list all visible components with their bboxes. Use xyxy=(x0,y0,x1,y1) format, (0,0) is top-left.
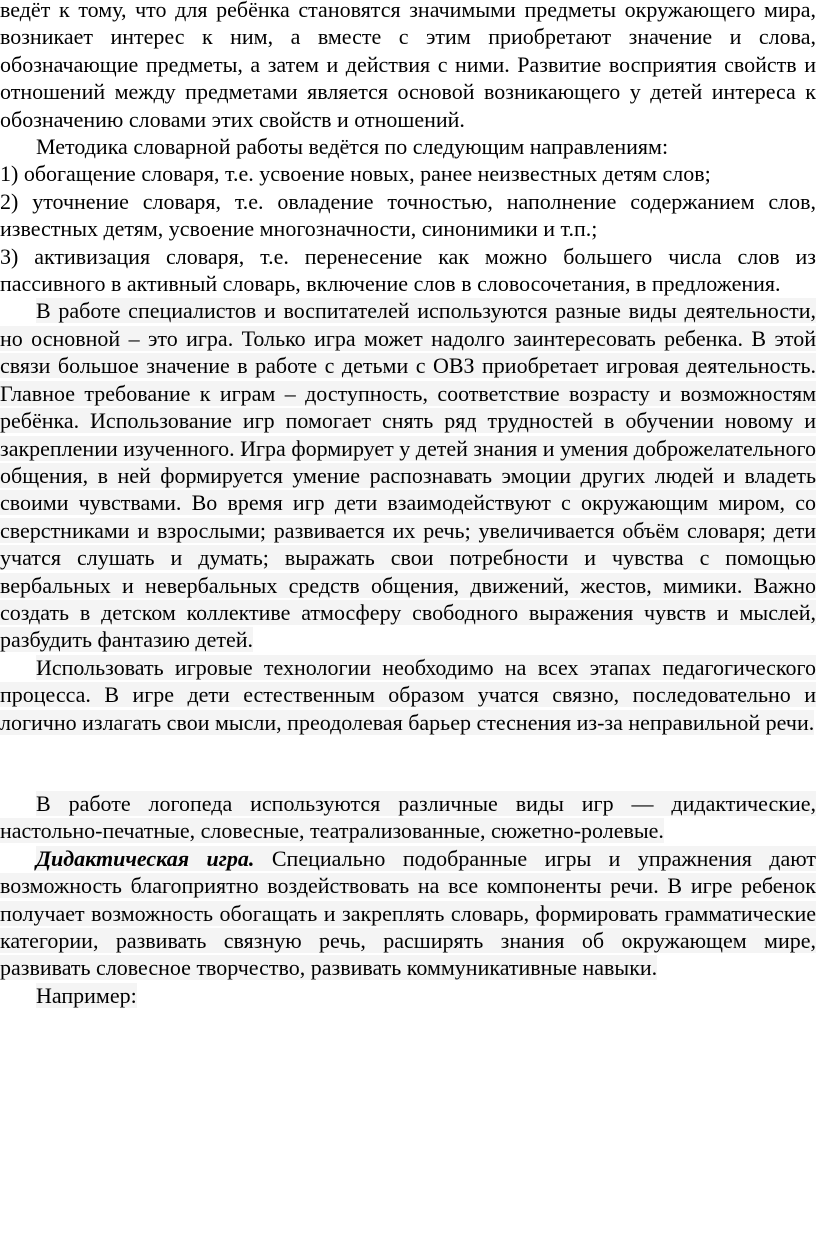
paragraph-play-activity xyxy=(0,297,816,653)
paragraph-game-technologies xyxy=(0,654,816,736)
paragraph-didactic-game xyxy=(0,845,816,982)
didactic-game-title: Дидактическая игра. xyxy=(36,845,255,871)
highlighted-text: В работе логопеда используются различные виды игр — дидактические, настольно-печатные, словесные, театрализованные, сюжетно-ролевые. xyxy=(0,790,816,844)
paragraph-intro: ведёт к тому, что для ребёнка становятся значимыми предметы окружающего мира, возникает интерес к ним, а вместе с этим приобретают значение и слова, обозначающие предметы, а затем и действия с ними. Развитие восприятия свойств и отношений между предметами является основой возникающего у детей интереса к обозначению словами этих свойств и отношений. xyxy=(0,0,816,132)
highlighted-text: Использовать игровые технологии необходимо на всех этапах педагогического процесса. В игре дети естественным образом учатся связно, последовательно и логично излагать свои мысли, преодолевая барьер стеснения из-за неправильной речи. xyxy=(0,654,816,735)
didactic-game-text: Специально подобранные игры и упражнения дают возможность благоприятно воздействовать на все компоненты речи. В игре ребенок получает возможность обогащать и закреплять словарь, формировать грамматические категории, развивать связную речь, расширять знания об окружающем мире, развивать словесное творчество, развивать коммуникативные навыки. xyxy=(0,845,816,981)
paragraph-game-types xyxy=(0,790,816,845)
highlighted-text xyxy=(0,846,816,981)
paragraph-method-heading: Методика словарной работы ведётся по следующим направлениям: xyxy=(36,134,669,160)
list-item-activation: 3) активизация словаря, т.е. перенесение как можно большего числа слов из пассивного в активный словарь, включение слов в словосочетания, в предложения. xyxy=(0,243,816,297)
list-item-enrichment: 1) обогащение словаря, т.е. усвоение новых, ранее неизвестных детям слов; xyxy=(0,161,711,187)
highlighted-text: Например: xyxy=(36,982,137,1008)
blank-space xyxy=(0,736,816,790)
list-item-refinement: 2) уточнение словаря, т.е. овладение точностью, наполнение содержанием слов, известных детям, усвоение многозначности, синонимики и т.п.; xyxy=(0,188,816,242)
paragraph-example xyxy=(0,982,816,1009)
highlighted-text: В работе специалистов и воспитателей используются разные виды деятельности, но основной – это игра. Только игра может надолго заинтересовать ребенка. В этой связи большое значение в работе с детьми с ОВЗ приобретает игровая деятельность. Главное требование к играм – доступность, соответствие возрасту и возможностям ребёнка. Использование игр помогает снять ряд трудностей в обучении новому и закреплении изученного. Игра формирует у детей знания и умения доброжелательного общения, в ней формируется умение распознавать эмоции других людей и владеть своими чувствами. Во время игр дети взаимодействуют с окружающим миром, со сверстниками и взрослыми; развивается их речь; увеличивается объём словаря; дети учатся слушать и думать; выражать свои потребности и чувства с помощью вербальных и невербальных средств общения, движений, жестов, мимики. Важно создать в детском коллективе атмосферу свободного выражения чувств и мыслей, разбудить фантазию детей. xyxy=(0,298,816,653)
